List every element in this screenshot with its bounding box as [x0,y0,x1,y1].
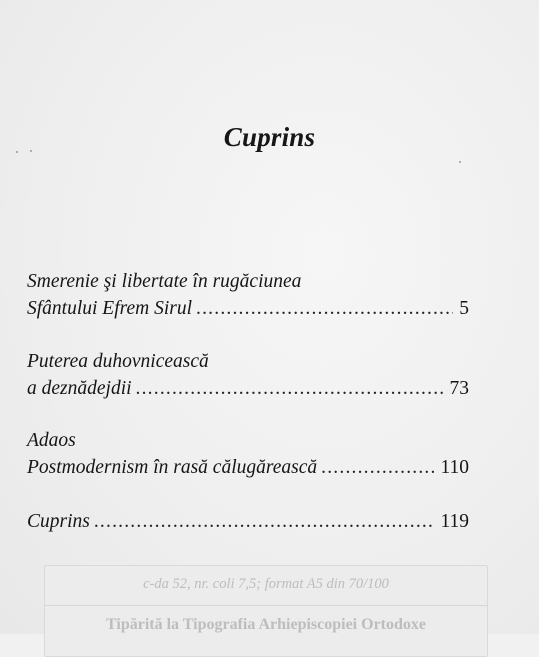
dot-leader [196,295,453,322]
imprint-line-printer: Tipărită la Tipografia Arhiepiscopiei Ortodoxe [105,616,426,633]
toc-entry-title-line: Cuprins [27,511,90,532]
imprint-divider [45,605,487,606]
toc-entry-title-line: Adaos [27,430,76,451]
toc-entry-title-line: Postmodernism în rasă călugărească [27,457,318,478]
toc-entry-line [27,268,469,295]
toc-entry-line [27,348,469,375]
toc-entry-line [27,508,469,535]
toc-heading: Cuprins [223,122,316,152]
toc-entry-adaos[interactable] [27,427,469,481]
dot-leader [136,375,444,402]
dot-leader [94,508,435,535]
imprint-line-format: c-da 52, nr. coli 7,5; format A5 din 70/100 [143,576,389,592]
toc-page-number: 5 [459,298,469,319]
toc-page-number: 110 [440,457,469,478]
toc-entry-line [27,375,469,402]
toc-page-number: 119 [440,511,469,532]
toc-page-number: 73 [449,378,469,399]
toc-entry-line [27,295,469,322]
toc-entry-title-line: Sfântului Efrem Sirul [27,298,193,319]
toc-entry-title-line: Puterea duhovnicească [27,351,209,372]
toc-entry-puterea[interactable] [27,348,469,402]
dot-leader [321,454,434,481]
toc-entry-smerenie[interactable] [27,268,469,322]
toc-entry-title-line: Smerenie şi libertate în rugăciunea [27,271,302,292]
ink-speck [459,161,461,163]
toc-entry-title-line: a deznădejdii [27,378,132,399]
imprint-box [44,565,488,657]
toc-entry-cuprins[interactable] [27,508,469,535]
toc-entry-line [27,427,469,454]
toc-entry-line [27,454,469,481]
